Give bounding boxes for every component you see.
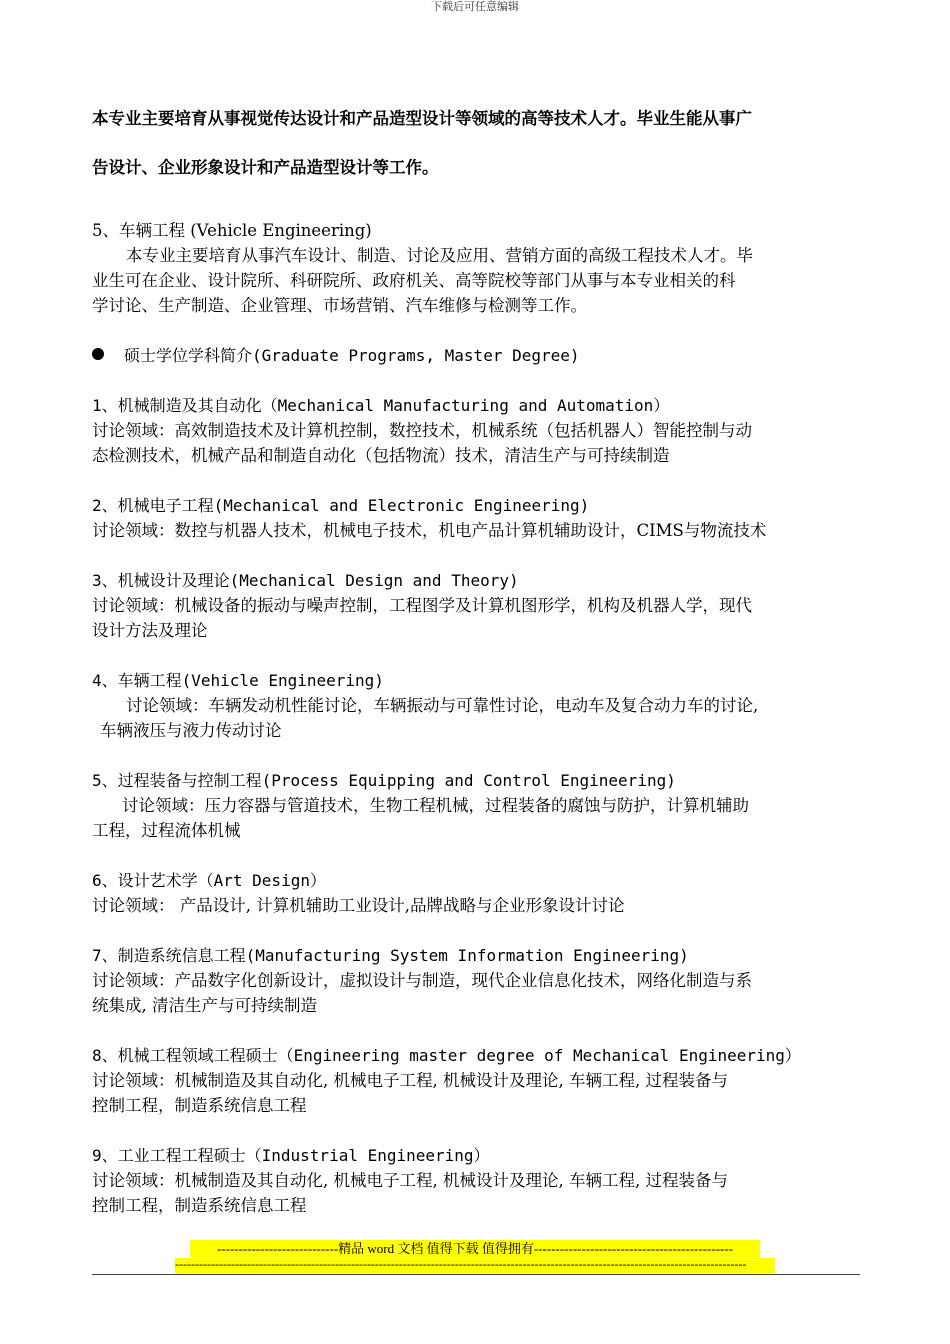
master-item-1-line-2: 态检测技术，机械产品和制造自动化（包括物流）技术，清洁生产与可持续制造 xyxy=(92,446,670,465)
master-item-1-line-1: 讨论领域：高效制造技术及计算机控制，数控技术，机械系统（包括机器人）智能控制与动 xyxy=(92,421,752,440)
master-item-3-title: 3、机械设计及理论(Mechanical Design and Theory) xyxy=(92,571,519,590)
master-item-7-line-2: 统集成, 清洁生产与可持续制造 xyxy=(92,996,317,1015)
master-item-5-title: 5、过程装备与控制工程(Process Equipping and Control Engineering) xyxy=(92,771,676,790)
undergrad-5-line-2: 业生可在企业、设计院所、科研院所、政府机关、高等院校等部门从事与本专业相关的科 xyxy=(92,271,736,290)
master-item-4-title: 4、车辆工程(Vehicle Engineering) xyxy=(92,671,384,690)
footer-banner-line-1: ----------------------------精品 word 文档 值得下载 值得拥有---------------------------------------------- xyxy=(190,1240,760,1257)
intro-line-2: 告设计、企业形象设计和产品造型设计等工作。 xyxy=(92,158,439,177)
bullet-icon xyxy=(92,348,104,360)
master-item-9-line-2: 控制工程，制造系统信息工程 xyxy=(92,1196,307,1215)
undergrad-5-title: 5、车辆工程 (Vehicle Engineering) xyxy=(92,221,372,240)
master-item-4-line-2: 车辆液压与液力传动讨论 xyxy=(100,721,282,740)
master-item-4-line-1: 讨论领域：车辆发动机性能讨论，车辆振动与可靠性讨论，电动车及复合动力车的讨论, xyxy=(126,696,759,715)
intro-line-1: 本专业主要培育从事视觉传达设计和产品造型设计等领域的高等技术人才。毕业生能从事广 xyxy=(92,109,752,128)
masters-heading-row xyxy=(92,343,872,368)
master-item-9-title: 9、工业工程工程硕士（Industrial Engineering） xyxy=(92,1146,490,1165)
master-item-1-title: 1、机械制造及其自动化（Mechanical Manufacturing and Automation） xyxy=(92,396,670,415)
master-item-8-line-2: 控制工程，制造系统信息工程 xyxy=(92,1096,307,1115)
undergrad-5-line-3: 学讨论、生产制造、企业管理、市场营销、汽车维修与检测等工作。 xyxy=(92,296,587,315)
master-item-2-title: 2、机械电子工程(Mechanical and Electronic Engineering) xyxy=(92,496,590,515)
footer-divider xyxy=(92,1274,860,1275)
page-header: 下载后可任意编辑 xyxy=(431,0,519,13)
master-item-3-line-2: 设计方法及理论 xyxy=(92,621,208,640)
master-item-5-line-2: 工程，过程流体机械 xyxy=(92,821,241,840)
master-item-2-line-1: 讨论领域：数控与机器人技术，机械电子技术，机电产品计算机辅助设计，CIMS与物流技术 xyxy=(92,521,767,540)
master-item-7-title: 7、制造系统信息工程(Manufacturing System Information Engineering) xyxy=(92,946,689,965)
master-item-6-title: 6、设计艺术学（Art Design） xyxy=(92,871,326,890)
master-item-3-line-1: 讨论领域：机械设备的振动与噪声控制，工程图学及计算机图形学，机构及机器人学，现代 xyxy=(92,596,752,615)
master-item-5-line-1: 讨论领域：压力容器与管道技术，生物工程机械，过程装备的腐蚀与防护，计算机辅助 xyxy=(122,796,749,815)
master-item-7-line-1: 讨论领域：产品数字化创新设计，虚拟设计与制造，现代企业信息化技术，网络化制造与系 xyxy=(92,971,752,990)
master-item-8-title: 8、机械工程领域工程硕士（Engineering master degree of Mechanical Engineering） xyxy=(92,1046,801,1065)
master-item-8-line-1: 讨论领域：机械制造及其自动化, 机械电子工程, 机械设计及理论, 车辆工程, 过程装备与 xyxy=(92,1071,728,1090)
footer-banner-line-2: ----------------------------------------------------------------------------------------------------------------------------------------------- xyxy=(175,1258,775,1273)
master-item-9-line-1: 讨论领域：机械制造及其自动化, 机械电子工程, 机械设计及理论, 车辆工程, 过程装备与 xyxy=(92,1171,728,1190)
masters-heading: 硕士学位学科简介(Graduate Programs, Master Degree) xyxy=(124,346,580,365)
master-item-6-line-1: 讨论领域： 产品设计, 计算机辅助工业设计,品牌战略与企业形象设计讨论 xyxy=(92,896,625,915)
undergrad-5-line-1: 本专业主要培育从事汽车设计、制造、讨论及应用、营销方面的高级工程技术人才。毕 xyxy=(126,246,753,265)
